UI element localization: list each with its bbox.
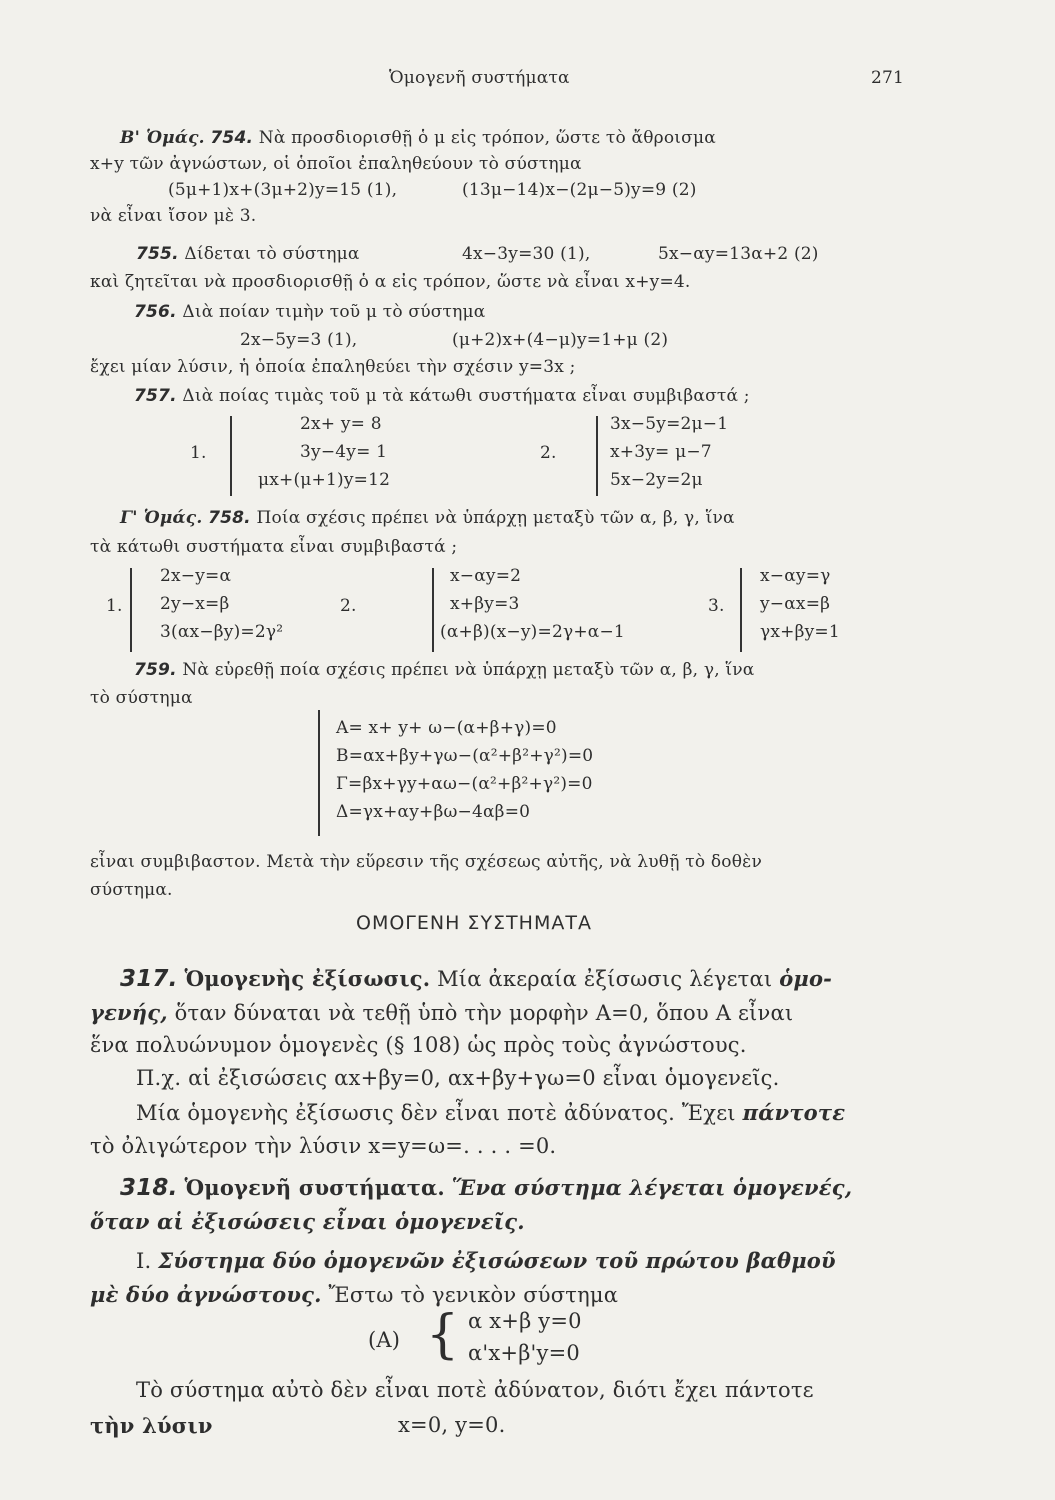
exercise-754-line2: x+y τῶν ἀγνώστων, οἱ ὁποῖοι ἐπαληθεύουν τὸ σύστημα [90,154,582,174]
system-equation: α'x+β'y=0 [468,1341,580,1365]
system-equation: α x+β y=0 [468,1309,582,1333]
exercise-number: 755. [136,244,179,264]
exercise-754-line1 [120,128,716,148]
page-number: 271 [871,68,905,88]
exercise-758-line1 [120,508,735,528]
exercise-759-line2: τὸ σύστημα [90,688,193,708]
system-equation: A= x+ y+ ω−(α+β+γ)=0 [336,718,557,738]
exercise-755-line1 [136,244,360,264]
system-equation: x+βy=3 [450,594,520,614]
exercise-text: Δίδεται τὸ σύστημα [184,244,360,264]
system-brace [740,568,742,652]
exercise-758-line2: τὰ κάτωθι συστήματα εἶναι συμβιβαστά ; [90,537,458,557]
exercise-755-eq2: 5x−αy=13α+2 (2) [658,244,819,264]
exercise-number: 756. [134,302,177,322]
exercise-number: 754. [210,128,254,148]
exercise-754-eq2: (13μ−14)x−(2μ−5)y=9 (2) [462,180,697,200]
system-equation: Γ=βx+γy+αω−(α²+β²+γ²)=0 [336,774,593,794]
bold-term: γενής, [90,1000,168,1025]
section-318-item2 [90,1282,618,1307]
section-317-line5 [136,1100,845,1125]
system-equation: x−αy=2 [450,566,522,586]
system-equation: γx+βy=1 [760,622,840,642]
exercise-text: Νὰ προσδιορισθῇ ὁ μ εἰς τρόπον, ὥστε τὸ ἄθροισμα [258,128,716,148]
system-equation: y−αx=β [760,594,831,614]
system-label: 1. [106,596,123,616]
exercise-756-eq2: (μ+2)x+(4−μ)y=1+μ (2) [452,330,669,350]
system-equation: 3y−4y= 1 [300,442,388,462]
solution: x=0, y=0. [398,1413,506,1437]
exercise-756-eq1: 2x−5y=3 (1), [240,330,358,350]
section-heading: Ὁμογενῆ συστήματα. [184,1175,445,1200]
section-number: 317. [120,966,178,992]
exercise-756-line3: ἔχει μίαν λύσιν, ἡ ὁποία ἐπαληθεύει τὴν σχέσιν y=3x ; [90,357,576,377]
bold-term: πάντοτε [742,1100,846,1125]
exercise-759-line1 [134,660,754,680]
group-label: Γ' Ὁμάς. [120,508,203,528]
section-317-line4: Π.χ. αἱ ἐξισώσεις αx+βy=0, αx+βy+γω=0 εἶναι ὁμογενεῖς. [136,1066,780,1090]
bold-term: Σύστημα δύο ὁμογενῶν ἐξισώσεων τοῦ πρώτου βαθμοῦ [158,1248,836,1273]
system-equation: 3x−5y=2μ−1 [610,414,729,434]
system-brace [130,568,132,652]
section-317-line6: τὸ ὀλιγώτερον τὴν λύσιν x=y=ω=. . . . =0. [90,1134,557,1158]
system-brace [318,710,320,836]
running-title: Ὁμογενῆ συστήματα [389,68,570,88]
exercise-754-line4: νὰ εἶναι ἴσον μὲ 3. [90,206,257,226]
system-equation: μx+(μ+1)y=12 [258,470,391,490]
system-label: 2. [340,596,357,616]
section-318-last2 [90,1413,213,1438]
bold-term: τὴν λύσιν [90,1413,213,1438]
section-number: 318. [120,1175,178,1201]
item-label: Ι. [136,1249,152,1273]
system-brace [230,416,232,496]
section-text: ὅταν δύναται νὰ τεθῇ ὑπὸ τὴν μορφὴν A=0, ὅπου A εἶναι [174,1001,794,1025]
section-text: Μία ἀκεραία ἐξίσωσις λέγεται [437,967,773,991]
system-equation: 2y−x=β [160,594,230,614]
exercise-757-line1 [134,386,750,406]
section-317-line3: ἕνα πολυώνυμον ὁμογενὲς (§ 108) ὡς πρὸς τοὺς ἀγνώστους. [90,1033,747,1057]
exercise-756-line1 [134,302,485,322]
section-318-line2: ὅταν αἱ ἐξισώσεις εἶναι ὁμογενεῖς. [90,1209,525,1234]
system-label: 1. [190,443,207,463]
exercise-755-eq1: 4x−3y=30 (1), [462,244,591,264]
exercise-text: Ποία σχέσις πρέπει νὰ ὑπάρχῃ μεταξὺ τῶν α, β, γ, ἵνα [256,508,735,528]
section-text: Μία ὁμογενὴς ἐξίσωσις δὲν εἶναι ποτὲ ἀδύνατος. Ἔχει [136,1101,736,1125]
system-equation: 2x+ y= 8 [300,414,382,434]
system-equation: (α+β)(x−y)=2γ+α−1 [440,622,625,642]
exercise-number: 759. [134,660,177,680]
system-equation: B=αx+βy+γω−(α²+β²+γ²)=0 [336,746,594,766]
system-equation: 5x−2y=2μ [610,470,703,490]
system-equation: 2x−y=α [160,566,232,586]
section-318-line1 [120,1175,852,1201]
group-label: Β' Ὁμάς. [120,128,205,148]
system-equation: x−αy=γ [760,566,831,586]
bold-term: ὁμο- [779,966,833,991]
section-317-line2 [90,1000,793,1025]
section-title: ΟΜΟΓΕΝΗ ΣΥΣΤΗΜΑΤΑ [356,912,592,934]
exercise-text: Διὰ ποίας τιμὰς τοῦ μ τὰ κάτωθι συστήματα εἶναι συμβιβαστά ; [182,386,750,406]
exercise-759-after2: σύστημα. [90,880,173,900]
exercise-754-eq1: (5μ+1)x+(3μ+2)y=15 (1), [168,180,398,200]
bold-term: μὲ δύο ἀγνώστους. [90,1282,322,1307]
exercise-number: 758. [208,508,251,528]
bold-term: Ἕνα σύστημα λέγεται ὁμογενές, [451,1175,853,1200]
system-brace [596,416,598,496]
curly-brace: { [426,1305,460,1365]
section-317-line1 [120,966,832,992]
system-label: 2. [540,443,557,463]
exercise-755-line2: καὶ ζητεῖται νὰ προσδιορισθῇ ὁ α εἰς τρόπον, ὥστε νὰ εἶναι x+y=4. [90,272,691,292]
system-equation: Δ=γx+αy+βω−4αβ=0 [336,802,531,822]
section-318-item1 [136,1248,836,1273]
system-label: 3. [708,596,725,616]
system-brace [432,568,434,652]
section-heading: Ὁμογενὴς ἐξίσωσις. [184,966,431,991]
section-text: Ἔστω τὸ γενικὸν σύστημα [328,1283,619,1307]
system-equation: x+3y= μ−7 [610,442,712,462]
exercise-number: 757. [134,386,177,406]
exercise-759-after1: εἶναι συμβιβαστον. Μετὰ τὴν εὕρεσιν τῆς σχέσεως αὐτῆς, νὰ λυθῇ τὸ δοθὲν [90,852,763,872]
exercise-text: Νὰ εὑρεθῇ ποία σχέσις πρέπει νὰ ὑπάρχῃ μεταξὺ τῶν α, β, γ, ἵνα [182,660,755,680]
system-equation: 3(αx−βy)=2γ² [160,622,284,642]
section-318-last1: Τὸ σύστημα αὐτὸ δὲν εἶναι ποτὲ ἀδύνατον, διότι ἔχει πάντοτε [136,1378,814,1402]
system-label: (A) [368,1328,401,1352]
exercise-text: Διὰ ποίαν τιμὴν τοῦ μ τὸ σύστημα [182,302,486,322]
